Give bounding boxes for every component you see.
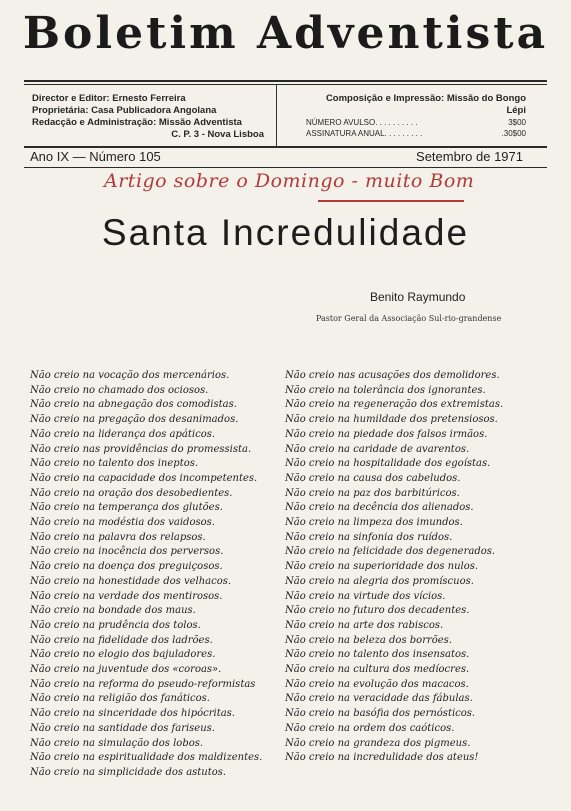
poem-line: Não creio na causa dos cabeludos. [285, 472, 461, 484]
poem-line: Não creio no chamado dos ociosos. [30, 384, 209, 396]
poem-line: Não creio na capacidade dos incompetentes. [30, 472, 258, 484]
owner-line: Proprietária: Casa Publicadora Angolana [32, 105, 217, 116]
poem-line: Não creio na inocência dos perversos. [30, 546, 224, 558]
poem-line: Não creio na grandeza dos pigmeus. [285, 737, 471, 749]
poem-line: Não creio na piedade dos falsos irmãos. [285, 428, 488, 440]
poem-line: Não creio na regeneração dos extremistas. [285, 399, 504, 411]
poem-line: Não creio na cultura dos medíocres. [285, 664, 470, 676]
article-author: Benito Raymundo [370, 290, 466, 304]
poem-line: Não creio nas acusações dos demolidores. [285, 370, 500, 381]
price-label: NÚMERO AVULSO [306, 118, 376, 127]
header-divider [276, 84, 277, 146]
poem-line: Não creio na humildade dos pretensiosos. [285, 414, 498, 426]
issue-number: Ano IX — Número 105 [30, 149, 161, 164]
poem-line: Não creio na simplicidade dos astutos. [30, 766, 227, 778]
poem-line: Não creio na espiritualidade dos maldizentes. [30, 752, 263, 764]
poem-line: Não creio na vocação dos mercenários. [30, 370, 230, 381]
poem-line: Não creio na verdade dos mentirosos. [30, 590, 223, 602]
poem-line: Não creio no talento dos insensatos. [285, 649, 470, 661]
poem-line: Não creio na veracidade das fábulas. [285, 693, 473, 705]
poem-line: Não creio na basófia dos pernósticos. [285, 708, 476, 720]
poem-line: Não creio na tolerância dos ignorantes. [285, 384, 486, 396]
poem-line: Não creio na ordem dos caóticos. [285, 722, 455, 734]
handwritten-underline [318, 200, 464, 202]
article-title: Santa Incredulidade [101, 212, 470, 253]
price-value: 3$00 [508, 118, 526, 127]
author-affiliation: Pastor Geral da Associação Sul-rio-grandense [316, 314, 502, 323]
header-rule-bottom [24, 146, 547, 148]
poem-line: Não creio na beleza dos borrões. [285, 634, 452, 646]
poem-line: Não creio na pregação dos desanimados. [30, 414, 239, 426]
poem-line: Não creio na temperança dos glutões. [30, 502, 223, 514]
poem-line: Não creio na liderança dos apáticos. [30, 428, 216, 440]
poem-line: Não creio na alegria dos promíscuos. [285, 575, 474, 587]
poem-line: Não creio na simulação dos lobos. [30, 737, 204, 749]
address-line: C. P. 3 - Nova Lisboa [171, 129, 264, 140]
poem-line: Não creio na sinfonia dos ruídos. [285, 531, 453, 543]
poem-column-right [285, 369, 535, 766]
poem-line: Não creio na virtude dos vícios. [285, 590, 446, 602]
printing-info [296, 93, 526, 139]
poem-line: Não creio no talento dos ineptos. [30, 458, 199, 470]
poem-line: Não creio na incredulidade dos ateus! [285, 752, 479, 764]
masthead-title: Boletim Adventista [22, 8, 549, 59]
header-rule-top-thin [24, 84, 547, 85]
price-row-annual [296, 128, 526, 139]
price-dots: . . . . . . . . . . [375, 118, 418, 127]
printing-line: Composição e Impressão: Missão do Bongo [325, 93, 526, 104]
poem-line: Não creio na hospitalidade dos egoístas. [285, 458, 491, 470]
poem-line: Não creio na arte dos rabiscos. [285, 619, 444, 631]
poem-line: Não creio na religião dos fanáticos. [30, 693, 210, 705]
poem-line: Não creio na doença dos preguiçosos. [30, 561, 223, 573]
poem-line: Não creio nas providências do promessista. [30, 443, 252, 455]
poem-line: Não creio na prudência dos tolos. [30, 619, 201, 631]
price-dots: . . . . . . . . . [384, 129, 423, 138]
poem-line: Não creio na evolução dos macacos. [285, 678, 469, 690]
poem-line: Não creio na juventude dos «coroas». [30, 664, 222, 676]
poem-line: Não creio na palavra dos relapsos. [30, 531, 206, 543]
poem-line: Não creio na reforma do pseudo-reformistas [30, 678, 256, 690]
issue-date: Setembro de 1971 [416, 149, 523, 164]
printing-location: Lépi [506, 105, 526, 116]
poem-line: Não creio na bondade dos maus. [30, 605, 196, 617]
poem-line: Não creio na fidelidade dos ladrões. [30, 634, 213, 646]
poem-column-left [30, 369, 280, 781]
poem-line: Não creio na decência dos alienados. [285, 502, 474, 514]
director-line: Director e Editor: Ernesto Ferreira [32, 93, 186, 104]
price-value: .30$00 [501, 129, 526, 138]
poem-line: Não creio na honestidade dos velhacos. [30, 575, 232, 587]
poem-line: Não creio na modéstia dos vaidosos. [30, 517, 215, 529]
date-rule [24, 167, 547, 168]
poem-line: Não creio no futuro dos decadentes. [285, 605, 470, 617]
poem-line: Não creio na abnegação dos comodistas. [30, 399, 237, 411]
poem-line: Não creio na superioridade dos nulos. [285, 561, 479, 573]
publisher-info [32, 93, 272, 141]
price-row-single [296, 117, 526, 128]
poem-line: Não creio na sinceridade dos hipócritas. [30, 708, 235, 720]
handwritten-note: Artigo sobre o Domingo - muito Bom [104, 170, 475, 192]
poem-line: Não creio na santidade dos fariseus. [30, 722, 215, 734]
poem-line: Não creio na paz dos barbitúricos. [285, 487, 460, 499]
poem-line: Não creio na oração dos desobedientes. [30, 487, 233, 499]
poem-line: Não creio na felicidade dos degenerados. [285, 546, 496, 558]
poem-line: Não creio na limpeza dos imundos. [285, 517, 463, 529]
header-rule-top [24, 80, 547, 82]
poem-line: Não creio na caridade de avarentos. [285, 443, 470, 455]
redaction-line: Redacção e Administração: Missão Adventista [32, 117, 242, 128]
price-label: ASSINATURA ANUAL [306, 129, 385, 138]
poem-line: Não creio no elogio dos bajuladores. [30, 649, 216, 661]
